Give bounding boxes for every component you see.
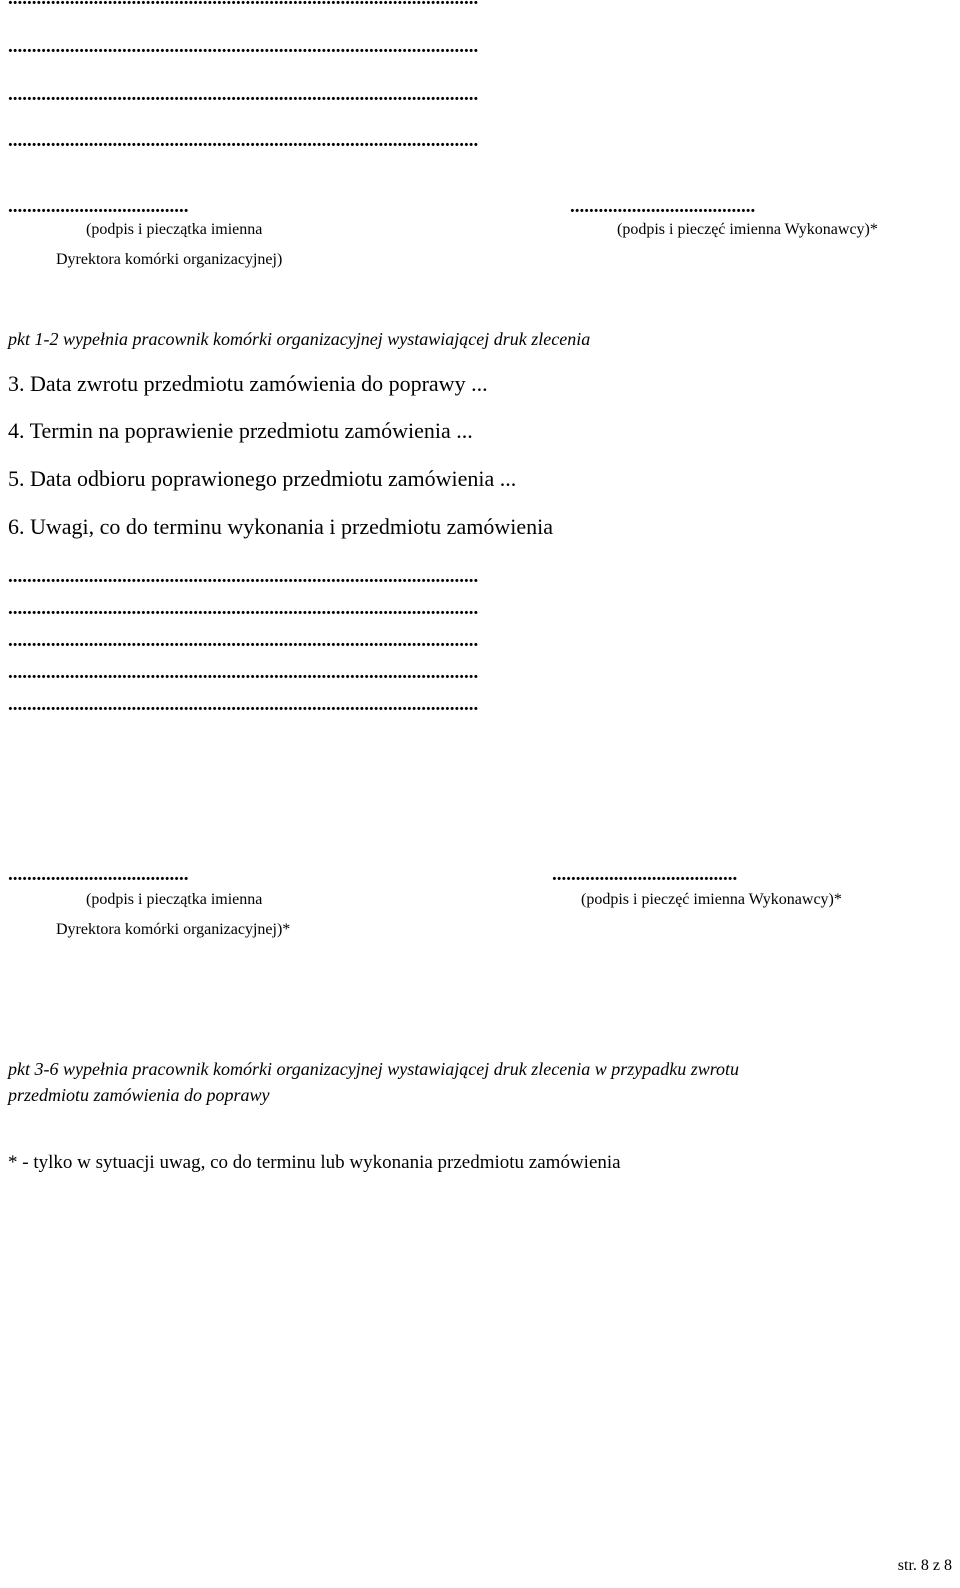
item-3-return-date: 3. Data zwrotu przedmiotu zamówienia do poprawy ...: [8, 371, 488, 396]
signature-line-right: .......................................: [570, 196, 756, 217]
note-points-3-6-line-1: pkt 3-6 wypełnia pracownik komórki organizacyjnej wystawiającej druk zlecenia w przypadku zwrotu: [8, 1059, 740, 1079]
remarks-dot-line-2: ...................................................................................................: [8, 598, 479, 619]
signature-caption-left-bottom: (podpis i pieczątka imienna: [86, 891, 263, 908]
signature-caption-right-bottom: (podpis i pieczęć imienna Wykonawcy)*: [581, 891, 842, 908]
page-number: str. 8 z 8: [897, 1557, 952, 1574]
signature-line-left-bottom: ......................................: [8, 864, 189, 885]
remarks-dot-line-3: ...................................................................................................: [8, 630, 479, 651]
signature-line-left: ......................................: [8, 196, 189, 217]
remarks-dot-line-4: ...................................................................................................: [8, 662, 479, 683]
item-5-pickup-date: 5. Data odbioru poprawionego przedmiotu zamówienia ...: [8, 466, 517, 491]
signature-caption-left-bottom-line-2: Dyrektora komórki organizacyjnej)*: [56, 921, 291, 938]
remarks-dot-line-1: ...................................................................................................: [8, 566, 479, 587]
note-points-1-2: pkt 1-2 wypełnia pracownik komórki organizacyjnej wystawiającej druk zlecenia: [8, 329, 591, 349]
signature-caption-left-line-2: Dyrektora komórki organizacyjnej): [56, 251, 283, 268]
note-points-3-6-line-2: przedmiotu zamówienia do poprawy: [8, 1085, 270, 1105]
signature-caption-right: (podpis i pieczęć imienna Wykonawcy)*: [617, 221, 878, 238]
item-4-correction-deadline: 4. Termin na poprawienie przedmiotu zamówienia ...: [8, 418, 473, 443]
footnote: * - tylko w sytuacji uwag, co do terminu lub wykonania przedmiotu zamówienia: [8, 1152, 621, 1173]
top-dot-line-3: ...................................................................................................: [8, 84, 479, 105]
top-dot-line-2: ...................................................................................................: [8, 36, 479, 57]
signature-caption-left: (podpis i pieczątka imienna: [86, 221, 263, 238]
signature-line-right-bottom: .......................................: [552, 864, 738, 885]
remarks-dot-line-5: ...................................................................................................: [8, 694, 479, 715]
top-dot-line-1: [8, 0, 950, 10]
top-dot-line-4: ...................................................................................................: [8, 130, 479, 151]
item-6-remarks: 6. Uwagi, co do terminu wykonania i przedmiotu zamówienia: [8, 514, 553, 539]
